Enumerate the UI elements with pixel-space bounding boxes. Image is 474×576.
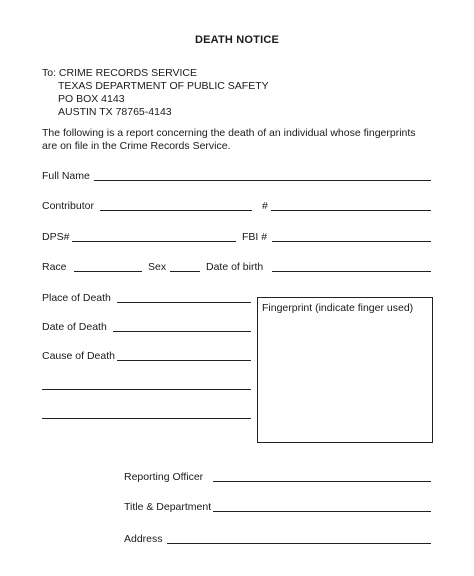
place-of-death-label: Place of Death (42, 292, 111, 304)
dob-field[interactable] (272, 271, 431, 272)
fingerprint-label: Fingerprint (indicate finger used) (262, 302, 414, 314)
address-label: Address (124, 533, 163, 545)
fingerprint-box[interactable] (257, 297, 433, 443)
intro-line-1: The following is a report concerning the death of an individual whose fingerprints (42, 127, 416, 139)
number-sign-label: # (262, 200, 268, 212)
contributor-number-field[interactable] (271, 210, 431, 211)
title-department-field[interactable] (213, 511, 431, 512)
sex-label: Sex (148, 261, 167, 273)
address-line-2: TEXAS DEPARTMENT OF PUBLIC SAFETY (58, 80, 269, 92)
date-of-death-field[interactable] (113, 331, 251, 332)
dps-label: DPS# (42, 231, 70, 243)
address-line-3: PO BOX 4143 (58, 93, 125, 105)
dps-field[interactable] (72, 241, 236, 242)
race-field[interactable] (74, 271, 142, 272)
title-department-label: Title & Department (124, 501, 212, 513)
contributor-field[interactable] (100, 210, 252, 211)
full-name-field[interactable] (94, 180, 431, 181)
address-field[interactable] (167, 543, 431, 544)
address-line-4: AUSTIN TX 78765-4143 (58, 106, 172, 118)
reporting-officer-field[interactable] (213, 481, 431, 482)
full-name-label: Full Name (42, 170, 90, 182)
cause-of-death-line-2[interactable] (42, 389, 251, 390)
intro-line-2: are on file in the Crime Records Service. (42, 140, 231, 152)
to-line: To: CRIME RECORDS SERVICE (42, 67, 198, 79)
place-of-death-field[interactable] (117, 302, 251, 303)
dob-label: Date of birth (206, 261, 264, 273)
date-of-death-label: Date of Death (42, 321, 107, 333)
page-title: DEATH NOTICE (194, 34, 280, 46)
fbi-label: FBI # (242, 231, 268, 243)
cause-of-death-label: Cause of Death (42, 350, 115, 362)
contributor-label: Contributor (42, 200, 94, 212)
race-label: Race (42, 261, 67, 273)
cause-of-death-line-3[interactable] (42, 418, 251, 419)
cause-of-death-field[interactable] (117, 360, 251, 361)
fbi-field[interactable] (272, 241, 431, 242)
reporting-officer-label: Reporting Officer (124, 471, 204, 483)
sex-field[interactable] (170, 271, 200, 272)
